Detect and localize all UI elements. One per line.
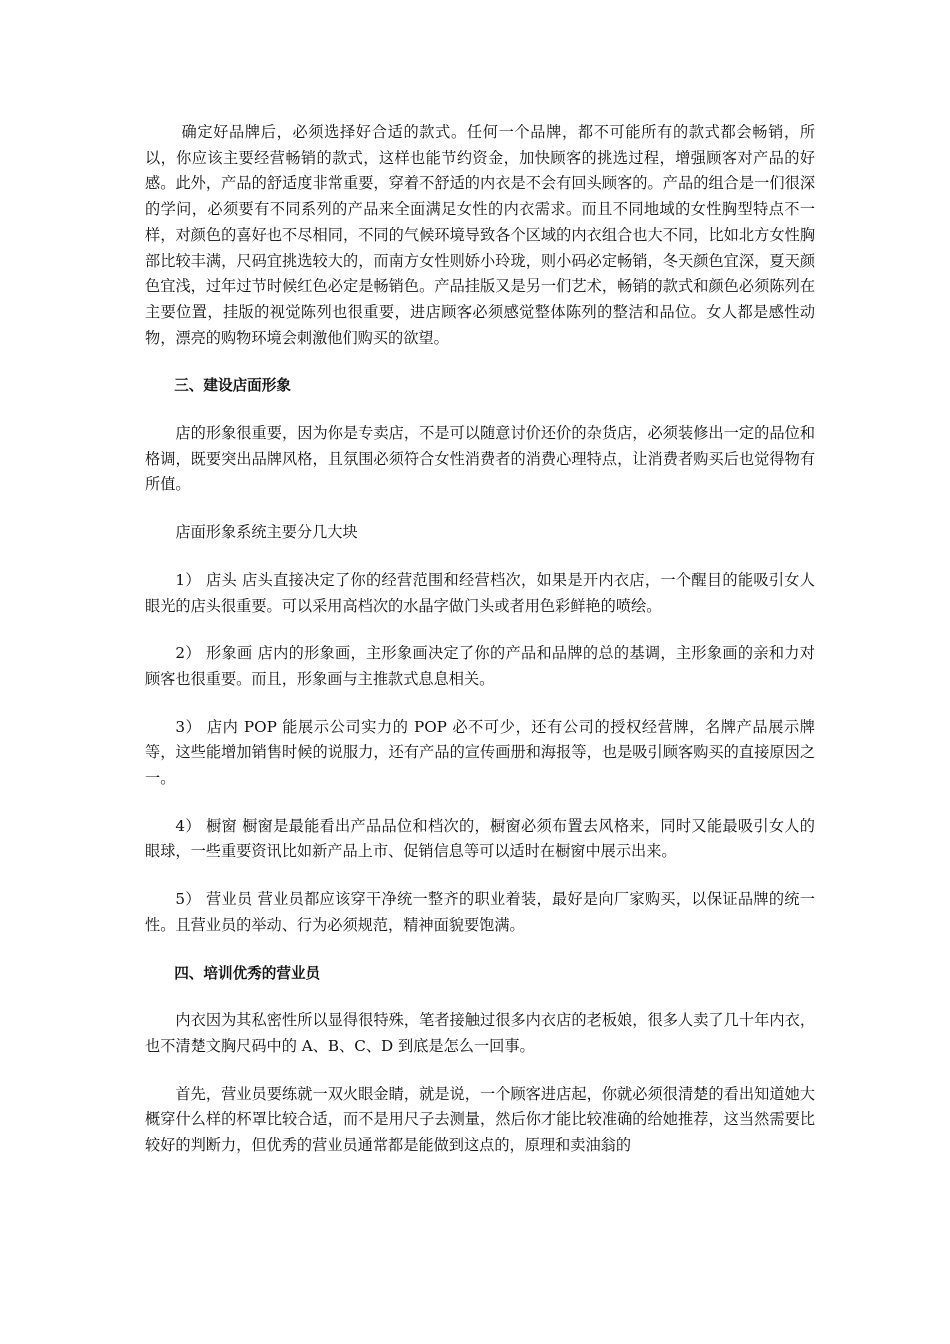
- section-heading-store-image: 三、建设店面形象: [174, 377, 291, 395]
- paragraph-store-image-importance: 店的形象很重要，因为你是专卖店，不是可以随意讨价还价的杂货店，必须装修出一定的品位和格调，既要突出品牌风格，且氛围必须符合女性消费者的消费心理特点，让消费者购买后也觉得物有所值。: [145, 424, 815, 494]
- list-item-in-store-pop: 3） 店内 POP 能展示公司实力的 POP 必不可少，还有公司的授权经营牌，名牌产品展示牌等，这些能增加销售时候的说服力，还有产品的宣传画册和海报等，也是吸引顾客购买的直接原因之一。: [145, 717, 815, 788]
- list-item-image-poster: 2） 形象画 店内的形象画，主形象画决定了你的产品和品牌的总的基调，主形象画的亲和力对顾客也很重要。而且，形象画与主推款式息息相关。: [145, 644, 815, 688]
- paragraph-style-selection: 确定好品牌后，必须选择好合适的款式。任何一个品牌，都不可能所有的款式都会畅销，所以，你应该主要经营畅销的款式，这样也能节约资金，加快顾客的挑选过程，增强顾客对产品的好感。此外，产品的舒适度非常重要，穿着不舒适的内衣是不会有回头顾客的。产品的组合是一们很深的学问，必须要有不同系列的产品来全面满足女性的内衣需求。而且不同地域的女性胸型特点不一样，对颜色的喜好也不尽相同，不同的气候环境导致各个区域的内衣组合也大不同，比如北方女性胸部比较丰满，尺码宜挑选较大的，而南方女性则娇小玲珑，则小码必定畅销，冬天颜色宜深，夏天颜色宜浅，过年过节时候红色必定是畅销色。产品挂版又是另一们艺术，畅销的款式和颜色必须陈列在主要位置，挂版的视觉陈列也很重要，进店顾客必须感觉整体陈列的整洁和品位。女人都是感性动物，漂亮的购物环境会刺激他们购买的欲望。: [145, 123, 815, 347]
- paragraph-store-image-system-intro: 店面形象系统主要分几大块: [175, 523, 358, 542]
- list-item-storefront: 1） 店头 店头直接决定了你的经营范围和经营档次，如果是开内衣店，一个醒目的能吸引女人眼光的店头很重要。可以采用高档次的水晶字做门头或者用色彩鲜艳的喷绘。: [145, 570, 815, 615]
- section-heading-train-staff: 四、培训优秀的营业员: [174, 964, 321, 982]
- document-page: [145, 120, 815, 1181]
- paragraph-sharp-eyes: 首先，营业员要练就一双火眼金睛，就是说，一个顾客进店起，你就必须很清楚的看出知道她大概穿什么样的杯罩比较合适，而不是用尺子去测量，然后你才能比较准确的给她推荐，这当然需要比较好的判断力，但优秀的营业员通常都是能做到这点的，原理和卖油翁的: [145, 1084, 815, 1155]
- list-item-display-window: 4） 橱窗 橱窗是最能看出产品品位和档次的，橱窗必须布置去风格来，同时又能最吸引女人的眼球，一些重要资讯比如新产品上市、促销信息等可以适时在橱窗中展示出来。: [145, 816, 815, 861]
- paragraph-lingerie-privacy: 内衣因为其私密性所以显得很特殊，笔者接触过很多内衣店的老板娘，很多人卖了几十年内衣，也不清楚文胸尺码中的 A、B、C、D 到底是怎么一回事。: [145, 1011, 815, 1055]
- list-item-sales-staff: 5） 营业员 营业员都应该穿干净统一整齐的职业着装，最好是向厂家购买，以保证品牌的统一性。且营业员的举动、行为必须规范，精神面貌要饱满。: [145, 890, 815, 934]
